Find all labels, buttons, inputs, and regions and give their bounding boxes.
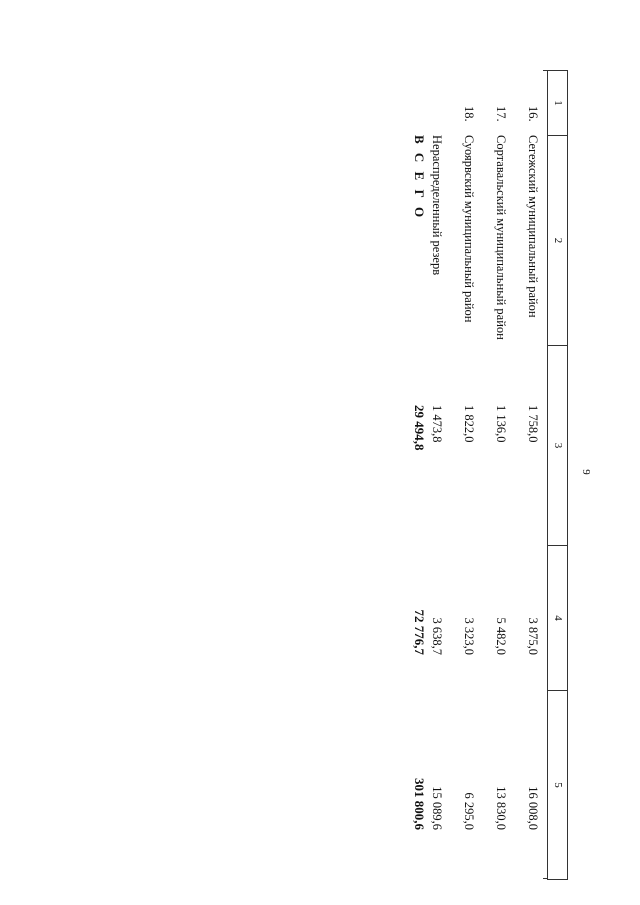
total-value-col3: 29 494,8 bbox=[412, 405, 427, 451]
row-value-col3: 1 822,0 bbox=[462, 405, 476, 443]
row-number: 17. bbox=[494, 106, 508, 122]
row-value-col4: 3 323,0 bbox=[462, 617, 476, 655]
row-value-col4: 5 482,0 bbox=[494, 617, 508, 655]
total-label: В С Е Г О bbox=[412, 135, 427, 221]
row-value-col3: 1 758,0 bbox=[526, 405, 540, 443]
table-right-border bbox=[543, 878, 547, 879]
row-name: Сегежский муниципальный район bbox=[526, 135, 540, 318]
row-value-col5: 13 830,0 bbox=[494, 786, 508, 830]
header-col-1: 1 bbox=[548, 71, 567, 136]
row-value-col3: 1 136,0 bbox=[494, 405, 508, 443]
row-value-col5: 15 089,6 bbox=[430, 786, 444, 830]
row-name: Сортавальский муниципальный район bbox=[494, 135, 508, 340]
table-left-border bbox=[543, 70, 547, 71]
header-col-4: 4 bbox=[548, 546, 567, 691]
header-col-5: 5 bbox=[552, 782, 564, 788]
row-value-col4: 3 638,7 bbox=[430, 617, 444, 655]
header-col-3: 3 bbox=[548, 346, 567, 546]
row-number: 18. bbox=[462, 106, 476, 122]
rotated-table-sheet bbox=[128, 70, 568, 880]
row-value-col5: 16 008,0 bbox=[526, 786, 540, 830]
header-col-2: 2 bbox=[548, 136, 567, 346]
page-number: 9 bbox=[579, 469, 592, 475]
row-value-col3: 1 473,8 bbox=[430, 405, 444, 443]
row-name: Суоярвский муниципальный район bbox=[462, 135, 476, 323]
total-value-col5: 301 800,6 bbox=[412, 778, 427, 830]
table-header-row bbox=[547, 70, 568, 880]
total-value-col4: 72 776,7 bbox=[412, 609, 427, 655]
row-value-col4: 3 875,0 bbox=[526, 617, 540, 655]
row-number: 16. bbox=[526, 106, 540, 122]
row-name: Нераспределенный резерв bbox=[430, 135, 444, 276]
row-value-col5: 6 295,0 bbox=[462, 792, 476, 830]
